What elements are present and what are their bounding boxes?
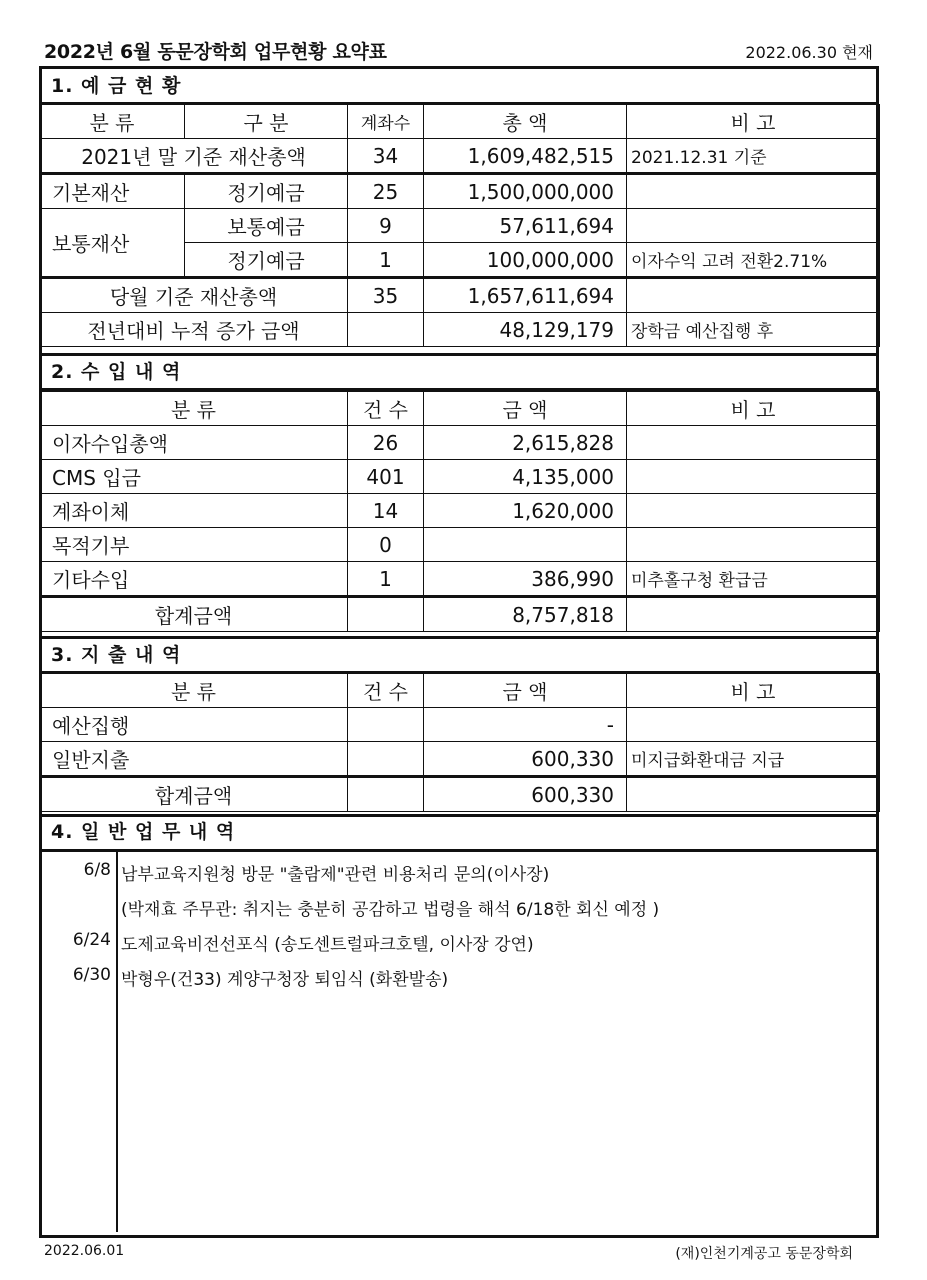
cell-amount: 1,620,000	[424, 494, 627, 528]
cell-sub: 정기예금	[185, 174, 348, 209]
cell-accounts: 35	[348, 278, 424, 313]
table-row	[40, 460, 880, 494]
col-note: 비 고	[627, 674, 880, 708]
cell-amount	[424, 528, 627, 562]
total-note	[627, 777, 880, 812]
table-total-row	[40, 777, 880, 812]
cell-note	[627, 528, 880, 562]
cell-amount: 600,330	[424, 742, 627, 777]
total-label: 합계금액	[40, 777, 348, 812]
divider	[39, 814, 879, 817]
cell-note: 미추홀구청 환급금	[627, 562, 880, 597]
cell-amount: 2,615,828	[424, 426, 627, 460]
total-count	[348, 597, 424, 632]
cell-note	[627, 494, 880, 528]
col-category: 분 류	[40, 105, 185, 139]
col-amount: 금 액	[424, 674, 627, 708]
cell-note: 미지급화환대금 지급	[627, 742, 880, 777]
date-column-divider	[116, 851, 118, 1232]
cell-note	[627, 460, 880, 494]
table-row	[40, 562, 880, 597]
table-row	[40, 139, 880, 174]
col-note: 비 고	[627, 392, 880, 426]
cell-total: 1,609,482,515	[424, 139, 627, 174]
table-header-row	[40, 674, 880, 708]
cell-category: 계좌이체	[40, 494, 348, 528]
divider	[39, 636, 879, 639]
row-label: 기본재산	[40, 174, 185, 209]
col-count: 건 수	[348, 392, 424, 426]
cell-amount: 386,990	[424, 562, 627, 597]
cell-note: 2021.12.31 기준	[627, 139, 880, 174]
cell-note	[627, 708, 880, 742]
cell-count	[348, 742, 424, 777]
table-row	[40, 278, 880, 313]
log-date: 6/8	[83, 860, 111, 880]
table-total-row	[40, 597, 880, 632]
col-sub: 구 분	[185, 105, 348, 139]
cell-accounts	[348, 313, 424, 347]
cell-category: 일반지출	[40, 742, 348, 777]
cell-sub: 정기예금	[185, 243, 348, 278]
cell-accounts: 25	[348, 174, 424, 209]
cell-amount: 4,135,000	[424, 460, 627, 494]
total-amount: 8,757,818	[424, 597, 627, 632]
table-row	[40, 708, 880, 742]
expense-table	[39, 673, 880, 812]
log-entry: 박형우(건33) 계양구청장 퇴임식 (화환발송)	[121, 970, 449, 990]
total-count	[348, 777, 424, 812]
cell-count: 14	[348, 494, 424, 528]
row-label: 보통재산	[40, 209, 185, 278]
col-amount: 금 액	[424, 392, 627, 426]
log-entry: 남부교육지원청 방문 "출람제"관련 비용처리 문의(이사장)	[121, 865, 550, 885]
table-row	[40, 528, 880, 562]
cell-count	[348, 708, 424, 742]
table-row	[40, 209, 880, 243]
log-date: 6/24	[72, 930, 111, 950]
cell-count: 0	[348, 528, 424, 562]
footer-organization: (재)인천기계공고 동문장학회	[675, 1246, 853, 1262]
col-accounts: 계좌수	[348, 105, 424, 139]
footer-date: 2022.06.01	[44, 1243, 125, 1259]
cell-note	[627, 426, 880, 460]
col-note: 비 고	[627, 105, 880, 139]
cell-category: 이자수입총액	[40, 426, 348, 460]
row-label: 전년대비 누적 증가 금액	[40, 313, 348, 347]
cell-total: 1,500,000,000	[424, 174, 627, 209]
col-category: 분 류	[40, 674, 348, 708]
cell-count: 26	[348, 426, 424, 460]
section1-heading: 1. 예 금 현 황	[51, 75, 182, 97]
section3-heading: 3. 지 출 내 역	[51, 644, 182, 666]
cell-note	[627, 209, 880, 243]
as-of-date: 2022.06.30 현재	[745, 43, 873, 62]
log-entry: 도제교육비전선포식 (송도센트럴파크호텔, 이사장 강연)	[121, 935, 534, 955]
log-date: 6/30	[72, 965, 111, 985]
col-count: 건 수	[348, 674, 424, 708]
cell-total: 48,129,179	[424, 313, 627, 347]
income-table	[39, 391, 880, 632]
table-header-row	[40, 105, 880, 139]
cell-sub: 보통예금	[185, 209, 348, 243]
total-amount: 600,330	[424, 777, 627, 812]
cell-category: 목적기부	[40, 528, 348, 562]
row-label: 당월 기준 재산총액	[40, 278, 348, 313]
table-row	[40, 426, 880, 460]
cell-accounts: 34	[348, 139, 424, 174]
col-category: 분 류	[40, 392, 348, 426]
cell-note: 이자수익 고려 전환2.71%	[627, 243, 880, 278]
log-entry: (박재효 주무관: 취지는 충분히 공감하고 법령을 해석 6/18한 회신 예정 )	[121, 900, 660, 920]
cell-count: 401	[348, 460, 424, 494]
table-row	[40, 494, 880, 528]
cell-note: 장학금 예산집행 후	[627, 313, 880, 347]
table-row	[40, 742, 880, 777]
cell-total: 100,000,000	[424, 243, 627, 278]
cell-note	[627, 174, 880, 209]
divider	[39, 353, 879, 356]
section2-heading: 2. 수 입 내 역	[51, 361, 182, 383]
total-label: 합계금액	[40, 597, 348, 632]
total-note	[627, 597, 880, 632]
cell-total: 57,611,694	[424, 209, 627, 243]
document-title: 2022년 6월 동문장학회 업무현황 요약표	[44, 41, 387, 63]
cell-accounts: 1	[348, 243, 424, 278]
table-row	[40, 174, 880, 209]
deposit-status-table	[39, 104, 880, 347]
cell-total: 1,657,611,694	[424, 278, 627, 313]
row-label: 2021년 말 기준 재산총액	[40, 139, 348, 174]
cell-count: 1	[348, 562, 424, 597]
cell-note	[627, 278, 880, 313]
section4-heading: 4. 일 반 업 무 내 역	[51, 821, 236, 843]
cell-category: 기타수입	[40, 562, 348, 597]
col-total: 총 액	[424, 105, 627, 139]
cell-category: CMS 입금	[40, 460, 348, 494]
table-row	[40, 313, 880, 347]
cell-category: 예산집행	[40, 708, 348, 742]
cell-amount: -	[424, 708, 627, 742]
table-header-row	[40, 392, 880, 426]
cell-accounts: 9	[348, 209, 424, 243]
